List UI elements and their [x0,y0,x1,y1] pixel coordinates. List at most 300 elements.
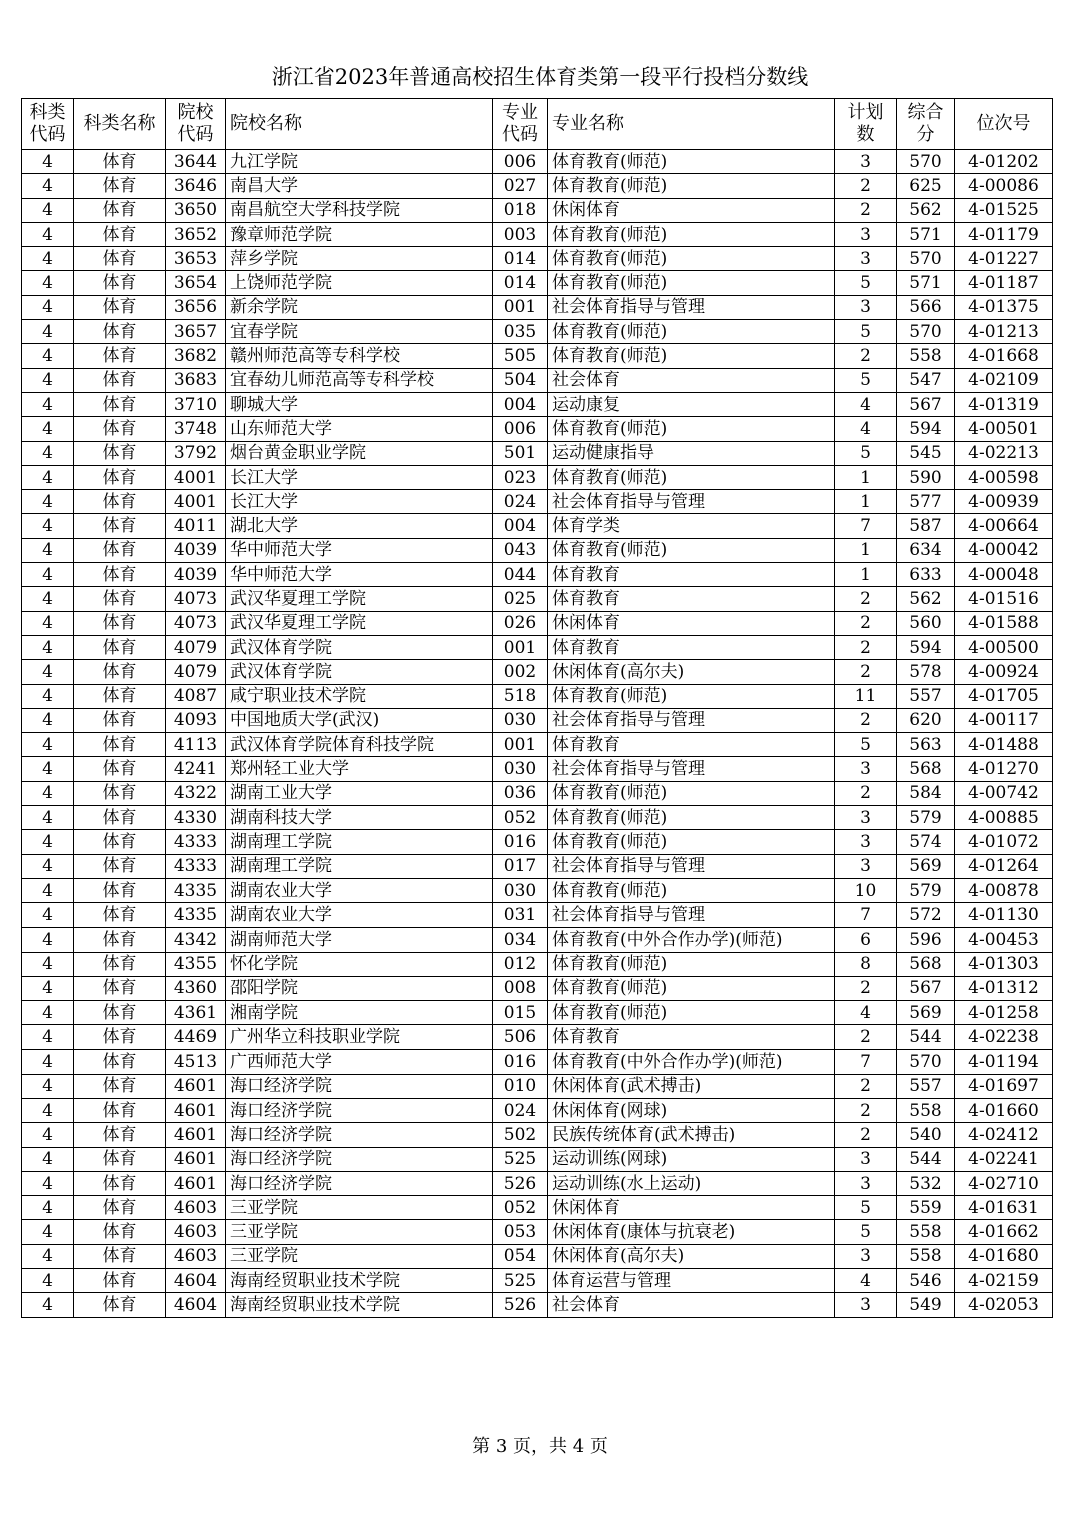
cell-rank: 4-01375 [955,295,1053,319]
cell-ke-code: 4 [22,1147,74,1171]
cell-rank: 4-02241 [955,1147,1053,1171]
cell-ke-name: 体育 [74,368,166,392]
cell-score: 544 [897,1025,955,1049]
cell-ke-code: 4 [22,854,74,878]
cell-ke-name: 体育 [74,903,166,927]
cell-ke-name: 体育 [74,830,166,854]
cell-ke-code: 4 [22,1171,74,1195]
cell-ke-name: 体育 [74,465,166,489]
table-row [22,563,1053,587]
cell-ke-code: 4 [22,1098,74,1122]
cell-school-name: 新余学院 [226,295,493,319]
cell-ke-code: 4 [22,198,74,222]
cell-score: 634 [897,538,955,562]
cell-school-name: 湖北大学 [226,514,493,538]
cell-plan: 5 [835,271,897,295]
cell-rank: 4-01270 [955,757,1053,781]
cell-ke-code: 4 [22,222,74,246]
cell-score: 577 [897,490,955,514]
cell-ke-code: 4 [22,1293,74,1317]
cell-plan: 4 [835,1001,897,1025]
cell-school-code: 3650 [166,198,226,222]
table-row [22,441,1053,465]
cell-major-code: 003 [493,222,548,246]
cell-ke-code: 4 [22,1074,74,1098]
cell-plan: 5 [835,320,897,344]
table-row [22,1001,1053,1025]
cell-ke-name: 体育 [74,611,166,635]
cell-ke-code: 4 [22,368,74,392]
cell-plan: 5 [835,733,897,757]
table-row [22,708,1053,732]
cell-score: 544 [897,1147,955,1171]
cell-school-code: 3710 [166,392,226,416]
cell-rank: 4-01660 [955,1098,1053,1122]
table-row [22,1123,1053,1147]
cell-rank: 4-01488 [955,733,1053,757]
table-row [22,538,1053,562]
cell-ke-name: 体育 [74,392,166,416]
cell-ke-name: 体育 [74,514,166,538]
cell-major-code: 008 [493,976,548,1000]
cell-rank: 4-02053 [955,1293,1053,1317]
table-row [22,1074,1053,1098]
cell-ke-name: 体育 [74,660,166,684]
table-row [22,222,1053,246]
cell-ke-name: 体育 [74,1293,166,1317]
cell-plan: 7 [835,903,897,927]
cell-school-name: 咸宁职业技术学院 [226,684,493,708]
cell-ke-name: 体育 [74,441,166,465]
table-row [22,247,1053,271]
cell-ke-name: 体育 [74,976,166,1000]
score-table [21,98,1053,1318]
table-row [22,1049,1053,1074]
cell-score: 560 [897,611,955,635]
cell-rank: 4-00501 [955,417,1053,441]
cell-score: 558 [897,1098,955,1122]
cell-ke-name: 体育 [74,563,166,587]
cell-score: 569 [897,1001,955,1025]
cell-plan: 3 [835,757,897,781]
cell-ke-name: 体育 [74,635,166,659]
cell-school-code: 4113 [166,733,226,757]
page-footer: 第 3 页，共 4 页 [472,1436,608,1457]
cell-school-code: 4241 [166,757,226,781]
cell-score: 594 [897,417,955,441]
cell-school-name: 长江大学 [226,490,493,514]
cell-ke-code: 4 [22,587,74,611]
cell-major-code: 010 [493,1074,548,1098]
cell-major-name: 社会体育指导与管理 [548,295,835,319]
table-row [22,1171,1053,1195]
table-row [22,927,1053,952]
cell-rank: 4-01525 [955,198,1053,222]
cell-major-code: 018 [493,198,548,222]
cell-plan: 6 [835,927,897,952]
cell-score: 562 [897,587,955,611]
table-row [22,1098,1053,1122]
cell-major-name: 体育教育(师范) [548,150,835,174]
cell-major-code: 030 [493,708,548,732]
cell-score: 590 [897,465,955,489]
cell-school-code: 4011 [166,514,226,538]
cell-major-name: 社会体育指导与管理 [548,757,835,781]
cell-major-name: 体育教育(师范) [548,878,835,902]
cell-ke-name: 体育 [74,150,166,174]
cell-rank: 4-01631 [955,1196,1053,1220]
cell-ke-name: 体育 [74,222,166,246]
cell-ke-code: 4 [22,635,74,659]
cell-ke-name: 体育 [74,1244,166,1268]
cell-plan: 2 [835,611,897,635]
header-major-code: 专业代码 [493,99,548,150]
cell-major-name: 体育教育 [548,1025,835,1049]
cell-ke-name: 体育 [74,1049,166,1074]
table-row [22,878,1053,902]
cell-major-name: 休闲体育(高尔夫) [548,1244,835,1268]
cell-score: 572 [897,903,955,927]
cell-school-code: 3792 [166,441,226,465]
cell-school-code: 3657 [166,320,226,344]
cell-rank: 4-02238 [955,1025,1053,1049]
cell-major-name: 体育教育(师范) [548,465,835,489]
cell-score: 547 [897,368,955,392]
cell-plan: 2 [835,781,897,805]
cell-rank: 4-01668 [955,344,1053,368]
cell-major-code: 031 [493,903,548,927]
cell-major-name: 社会体育 [548,1293,835,1317]
cell-ke-name: 体育 [74,952,166,976]
cell-major-code: 026 [493,611,548,635]
cell-major-code: 518 [493,684,548,708]
cell-ke-name: 体育 [74,1196,166,1220]
cell-major-name: 体育教育 [548,563,835,587]
cell-score: 562 [897,198,955,222]
cell-rank: 4-02412 [955,1123,1053,1147]
cell-rank: 4-00500 [955,635,1053,659]
cell-school-name: 湖南农业大学 [226,903,493,927]
cell-plan: 3 [835,222,897,246]
cell-major-code: 052 [493,1196,548,1220]
cell-rank: 4-01130 [955,903,1053,927]
cell-school-name: 郑州轻工业大学 [226,757,493,781]
cell-ke-code: 4 [22,271,74,295]
cell-major-code: 043 [493,538,548,562]
cell-ke-name: 体育 [74,684,166,708]
cell-school-code: 4360 [166,976,226,1000]
cell-major-code: 004 [493,392,548,416]
cell-ke-name: 体育 [74,781,166,805]
cell-major-name: 体育教育(师范) [548,806,835,830]
cell-rank: 4-01662 [955,1220,1053,1244]
cell-major-name: 体育教育(师范) [548,952,835,976]
cell-ke-code: 4 [22,1220,74,1244]
cell-score: 567 [897,392,955,416]
cell-school-name: 三亚学院 [226,1244,493,1268]
table-row [22,417,1053,441]
cell-major-code: 006 [493,417,548,441]
table-row [22,1269,1053,1293]
cell-rank: 4-01202 [955,150,1053,174]
cell-ke-code: 4 [22,344,74,368]
header-ke-name: 科类名称 [74,99,166,150]
cell-score: 570 [897,247,955,271]
cell-plan: 1 [835,563,897,587]
cell-rank: 4-01213 [955,320,1053,344]
cell-major-name: 休闲体育(网球) [548,1098,835,1122]
cell-major-name: 体育教育(师范) [548,320,835,344]
cell-school-code: 4335 [166,903,226,927]
cell-school-name: 湖南科技大学 [226,806,493,830]
cell-ke-name: 体育 [74,708,166,732]
cell-major-name: 体育教育(师范) [548,538,835,562]
cell-ke-code: 4 [22,757,74,781]
cell-major-name: 体育教育(师范) [548,830,835,854]
cell-major-name: 社会体育 [548,368,835,392]
cell-major-name: 体育教育(师范) [548,247,835,271]
cell-major-code: 506 [493,1025,548,1049]
table-row [22,392,1053,416]
cell-ke-code: 4 [22,830,74,854]
cell-school-name: 武汉华夏理工学院 [226,611,493,635]
cell-major-code: 054 [493,1244,548,1268]
cell-plan: 3 [835,1244,897,1268]
cell-major-name: 体育运营与管理 [548,1269,835,1293]
cell-school-name: 宜春学院 [226,320,493,344]
cell-score: 625 [897,174,955,198]
cell-school-code: 4601 [166,1171,226,1195]
cell-major-name: 休闲体育 [548,1196,835,1220]
cell-major-code: 053 [493,1220,548,1244]
cell-school-name: 烟台黄金职业学院 [226,441,493,465]
cell-major-name: 体育教育(中外合作办学)(师范) [548,1049,835,1074]
cell-plan: 4 [835,417,897,441]
cell-major-name: 体育教育(师范) [548,976,835,1000]
cell-school-name: 海口经济学院 [226,1171,493,1195]
cell-major-code: 030 [493,878,548,902]
cell-ke-name: 体育 [74,1098,166,1122]
cell-school-name: 华中师范大学 [226,538,493,562]
cell-major-code: 501 [493,441,548,465]
header-ke-code: 科类代码 [22,99,74,150]
cell-rank: 4-00924 [955,660,1053,684]
cell-ke-code: 4 [22,150,74,174]
table-row [22,490,1053,514]
cell-major-code: 001 [493,295,548,319]
table-row [22,854,1053,878]
cell-ke-code: 4 [22,490,74,514]
table-row [22,1220,1053,1244]
cell-school-code: 4079 [166,635,226,659]
table-row [22,976,1053,1000]
cell-score: 568 [897,952,955,976]
cell-school-name: 上饶师范学院 [226,271,493,295]
cell-ke-code: 4 [22,1123,74,1147]
cell-rank: 4-01179 [955,222,1053,246]
cell-plan: 2 [835,198,897,222]
cell-ke-code: 4 [22,295,74,319]
table-row [22,320,1053,344]
table-row [22,465,1053,489]
cell-school-name: 海口经济学院 [226,1147,493,1171]
cell-ke-code: 4 [22,1269,74,1293]
cell-school-code: 4603 [166,1244,226,1268]
cell-school-code: 4333 [166,854,226,878]
cell-major-name: 社会体育指导与管理 [548,854,835,878]
cell-score: 557 [897,1074,955,1098]
cell-major-name: 休闲体育(武术搏击) [548,1074,835,1098]
cell-school-name: 长江大学 [226,465,493,489]
cell-school-code: 4361 [166,1001,226,1025]
cell-school-name: 武汉体育学院体育科技学院 [226,733,493,757]
cell-school-name: 宜春幼儿师范高等专科学校 [226,368,493,392]
cell-rank: 4-01303 [955,952,1053,976]
cell-school-name: 聊城大学 [226,392,493,416]
cell-ke-name: 体育 [74,1123,166,1147]
cell-school-code: 4073 [166,587,226,611]
cell-major-code: 023 [493,465,548,489]
cell-plan: 2 [835,174,897,198]
cell-major-code: 052 [493,806,548,830]
table-row [22,952,1053,976]
cell-school-name: 海口经济学院 [226,1123,493,1147]
cell-ke-code: 4 [22,806,74,830]
cell-school-name: 海南经贸职业技术学院 [226,1293,493,1317]
header-rank: 位次号 [955,99,1053,150]
cell-score: 574 [897,830,955,854]
cell-ke-code: 4 [22,781,74,805]
cell-rank: 4-00664 [955,514,1053,538]
cell-ke-name: 体育 [74,587,166,611]
cell-major-name: 社会体育指导与管理 [548,708,835,732]
cell-ke-code: 4 [22,660,74,684]
cell-ke-code: 4 [22,1025,74,1049]
cell-major-code: 502 [493,1123,548,1147]
cell-ke-name: 体育 [74,320,166,344]
cell-rank: 4-00742 [955,781,1053,805]
table-row [22,514,1053,538]
cell-school-name: 山东师范大学 [226,417,493,441]
cell-major-name: 体育教育(师范) [548,684,835,708]
cell-major-code: 036 [493,781,548,805]
cell-school-code: 4603 [166,1220,226,1244]
cell-score: 558 [897,1244,955,1268]
cell-school-code: 3652 [166,222,226,246]
cell-school-code: 4601 [166,1123,226,1147]
cell-school-name: 湖南工业大学 [226,781,493,805]
cell-rank: 4-00939 [955,490,1053,514]
cell-school-code: 4355 [166,952,226,976]
cell-rank: 4-01072 [955,830,1053,854]
cell-ke-code: 4 [22,708,74,732]
cell-major-code: 016 [493,1049,548,1074]
cell-major-name: 休闲体育 [548,611,835,635]
cell-plan: 3 [835,806,897,830]
cell-score: 540 [897,1123,955,1147]
cell-rank: 4-01227 [955,247,1053,271]
cell-school-code: 4601 [166,1147,226,1171]
cell-school-code: 3654 [166,271,226,295]
cell-school-code: 4093 [166,708,226,732]
cell-major-name: 体育教育 [548,635,835,659]
cell-plan: 7 [835,1049,897,1074]
cell-score: 571 [897,222,955,246]
table-row [22,368,1053,392]
cell-school-code: 3748 [166,417,226,441]
cell-plan: 5 [835,441,897,465]
table-row [22,271,1053,295]
cell-ke-name: 体育 [74,1025,166,1049]
cell-rank: 4-02213 [955,441,1053,465]
cell-school-code: 3656 [166,295,226,319]
cell-plan: 3 [835,830,897,854]
cell-major-name: 民族传统体育(武术搏击) [548,1123,835,1147]
cell-major-code: 526 [493,1171,548,1195]
cell-ke-code: 4 [22,538,74,562]
cell-major-name: 体育教育(师范) [548,271,835,295]
cell-plan: 3 [835,1171,897,1195]
cell-plan: 2 [835,587,897,611]
cell-ke-code: 4 [22,1244,74,1268]
cell-school-name: 广州华立科技职业学院 [226,1025,493,1049]
cell-major-name: 体育教育(师范) [548,1001,835,1025]
cell-score: 567 [897,976,955,1000]
header-school-code: 院校代码 [166,99,226,150]
cell-rank: 4-00598 [955,465,1053,489]
cell-major-name: 休闲体育 [548,198,835,222]
cell-rank: 4-01258 [955,1001,1053,1025]
cell-score: 570 [897,320,955,344]
cell-school-name: 九江学院 [226,150,493,174]
cell-ke-code: 4 [22,563,74,587]
cell-ke-name: 体育 [74,174,166,198]
cell-ke-name: 体育 [74,295,166,319]
cell-major-code: 035 [493,320,548,344]
cell-plan: 5 [835,1196,897,1220]
cell-school-code: 4001 [166,490,226,514]
cell-school-code: 4322 [166,781,226,805]
table-row [22,150,1053,174]
cell-score: 594 [897,635,955,659]
cell-plan: 2 [835,1074,897,1098]
cell-school-code: 4604 [166,1293,226,1317]
cell-rank: 4-01319 [955,392,1053,416]
cell-rank: 4-00042 [955,538,1053,562]
cell-ke-name: 体育 [74,878,166,902]
table-row [22,903,1053,927]
cell-school-code: 4335 [166,878,226,902]
cell-plan: 4 [835,392,897,416]
cell-major-name: 社会体育指导与管理 [548,903,835,927]
cell-ke-name: 体育 [74,538,166,562]
header-school-name: 院校名称 [226,99,493,150]
cell-rank: 4-02159 [955,1269,1053,1293]
cell-rank: 4-02109 [955,368,1053,392]
cell-plan: 2 [835,344,897,368]
cell-major-code: 001 [493,635,548,659]
table-row [22,1244,1053,1268]
cell-ke-name: 体育 [74,1269,166,1293]
cell-rank: 4-02710 [955,1171,1053,1195]
cell-school-name: 湖南理工学院 [226,854,493,878]
cell-school-name: 海口经济学院 [226,1074,493,1098]
cell-plan: 5 [835,1220,897,1244]
table-row [22,198,1053,222]
table-row [22,611,1053,635]
header-major-name: 专业名称 [548,99,835,150]
cell-plan: 3 [835,150,897,174]
